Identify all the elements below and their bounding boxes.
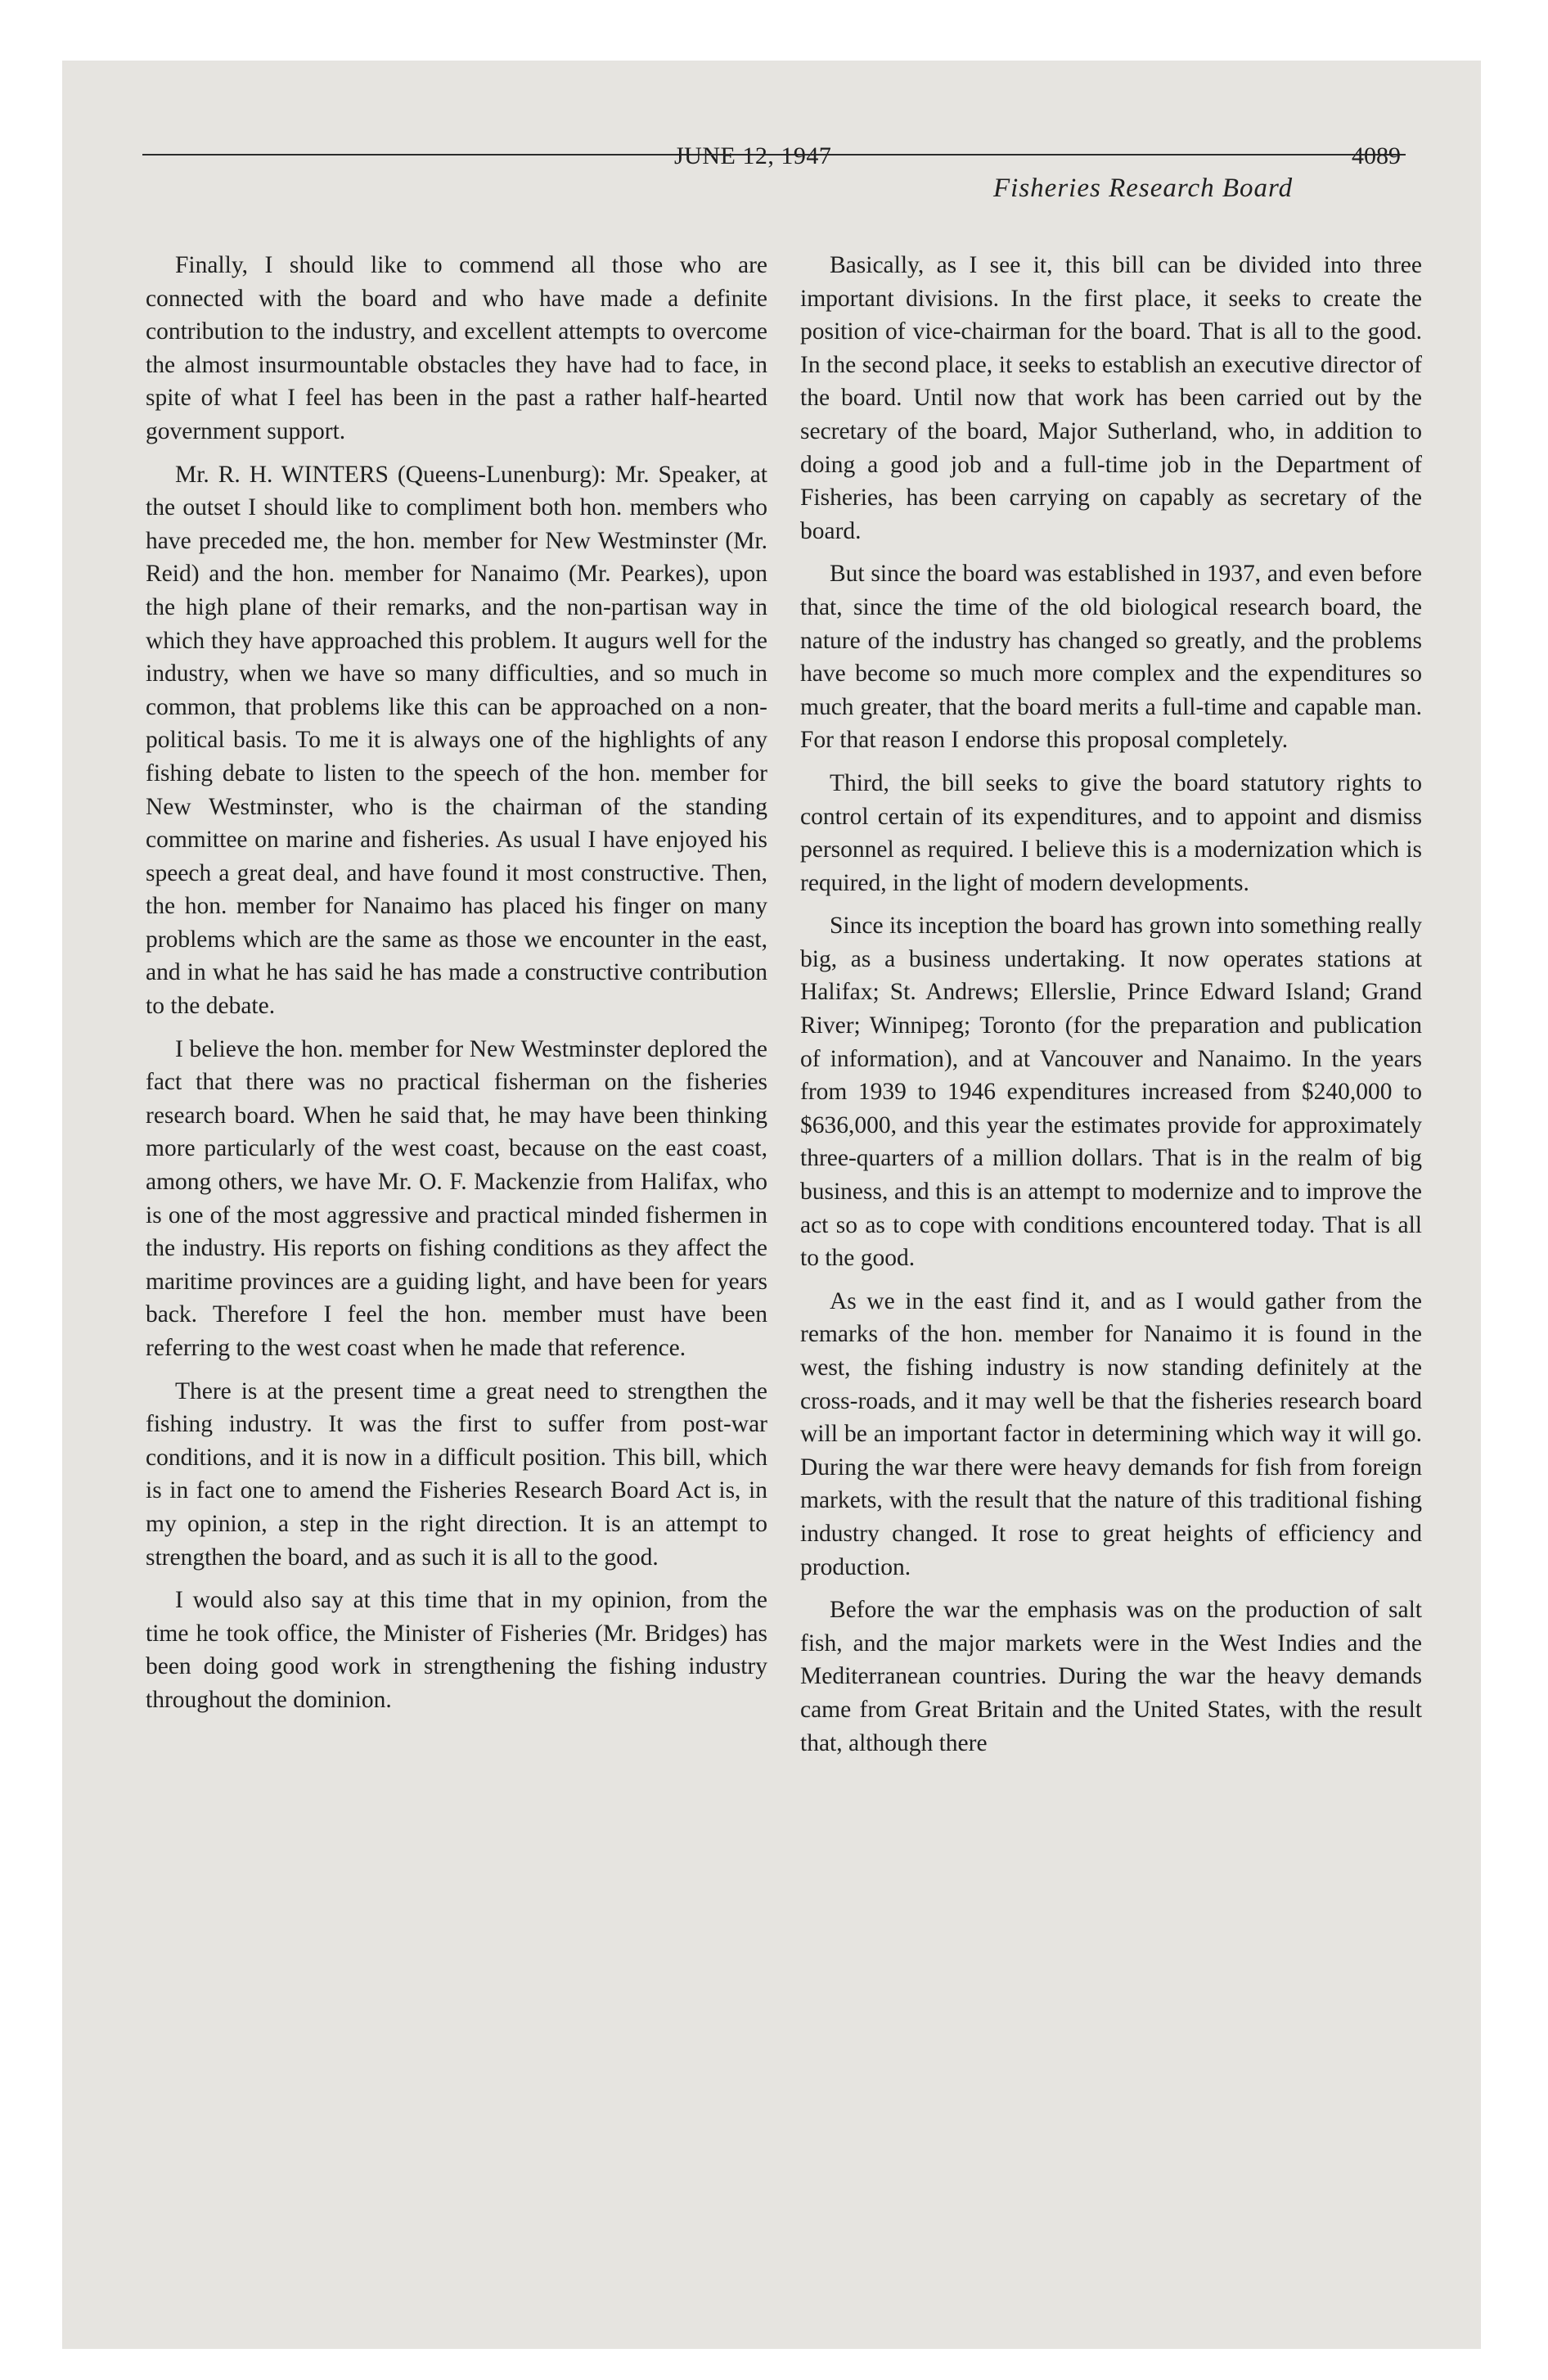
paragraph: I believe the hon. member for New Westminster deplored the fact that there was no practical fisherman on the fisheries research board. When he said that, he may have been thinking more particularly of the west coast, because on the east coast, among others, we have Mr. O. F. Mackenzie from Halifax, who is one of the most aggressive and practical minded fishermen in the industry. His reports on fishing conditions as they affect the maritime provinces are a guiding light, and have been for years back. Therefore I feel the hon. member must have been referring to the west coast when he made that reference. (146, 1035, 767, 1361)
header-title: Fisheries Research Board (993, 174, 1294, 203)
paragraph: Before the war the emphasis was on the production of salt fish, and the major markets were in the West Indies and the Mediterranean countries. During the war the heavy demands came from Great Britain and the United States, with the result that, although there (800, 1597, 1422, 1756)
paragraph: There is at the present time a great need to strengthen the fishing industry. It was the first to suffer from post-war conditions, and it is now in a difficult position. This bill, which is in fact one to amend the Fisheries Research Board Act is, in my opinion, a step in the right direction. It is an attempt to strengthen the board, and as such it is all to the good. (146, 1377, 767, 1571)
paragraph: But since the board was established in 1937, and even before that, since the time of the old biological research board, the nature of the industry has changed so greatly, and the problems have become so much more complex and the expenditures so much greater, that the board merits a full-time and capable man. For that reason I endorse this proposal completely. (800, 561, 1422, 754)
right-column (800, 249, 1422, 1769)
page-number: 4089 (1352, 142, 1401, 169)
left-column (146, 249, 767, 1727)
paragraph: Basically, as I see it, this bill can be divided into three important divisions. In the first place, it seeks to create the position of vice-chairman for the board. That is all to the good. In the second place, it seeks to establish an executive director of the board. Until now that work has been carried out by the secretary of the board, Major Sutherland, who, in addition to doing a good job and a full-time job in the Department of Fisheries, has been carrying on capably as secretary of the board. (800, 252, 1422, 544)
paragraph: Mr. R. H. WINTERS (Queens-Lunenburg): Mr. Speaker, at the outset I should like to compliment both hon. members who have preceded me, the hon. member for New Westminster (Mr. Reid) and the hon. member for Nanaimo (Mr. Pearkes), upon the high plane of their remarks, and the non-partisan way in which they have approached this problem. It augurs well for the industry, when we have so many difficulties, and so much in common, that problems like this can be approached on a non-political basis. To me it is always one of the highlights of any fishing debate to listen to the speech of the hon. member for New Westminster, who is the chairman of the standing committee on marine and fisheries. As usual I have enjoyed his speech a great deal, and have found it most constructive. Then, the hon. member for Nanaimo has placed his finger on many problems which are the same as those we encounter in the east, and in what he has said he has made a constructive contribution to the debate. (146, 461, 767, 1020)
paragraph: Finally, I should like to commend all those who are connected with the board and who have made a definite contribution to the industry, and excellent attempts to overcome the almost insurmountable obstacles they have had to face, in spite of what I feel has been in the past a rather half-hearted government support. (146, 252, 767, 444)
header-date: JUNE 12, 1947 (674, 142, 832, 169)
paragraph: As we in the east find it, and as I would gather from the remarks of the hon. member for Nanaimo it is found in the west, the fishing industry is now standing definitely at the cross-roads, and it may well be that the fisheries research board will be an important factor in determining which way it will go. During the war there were heavy demands for fish from foreign markets, with the result that the nature of this traditional fishing industry changed. It rose to great heights of efficiency and production. (800, 1287, 1422, 1580)
paragraph: I would also say at this time that in my opinion, from the time he took office, the Minister of Fisheries (Mr. Bridges) has been doing good work in strengthening the fishing industry throughout the dominion. (146, 1587, 767, 1713)
page-header (142, 88, 1406, 203)
paragraph: Since its inception the board has grown into something really big, as a business undertaking. It now operates stations at Halifax; St. Andrews; Ellerslie, Prince Edward Island; Grand River; Winnipeg; Toronto (for the preparation and publication of information), and at Vancouver and Nanaimo. In the years from 1939 to 1946 expenditures increased from $240,000 to $636,000, and this year the estimates provide for approximately three-quarters of a million dollars. That is in the realm of big business, and this is an attempt to modernize and to improve the act so as to cope with conditions encountered today. That is all to the good. (800, 913, 1422, 1272)
paragraph: Third, the bill seeks to give the board statutory rights to control certain of its expenditures, and to appoint and dismiss personnel as required. I believe this is a modernization which is required, in the light of modern developments. (800, 769, 1422, 896)
